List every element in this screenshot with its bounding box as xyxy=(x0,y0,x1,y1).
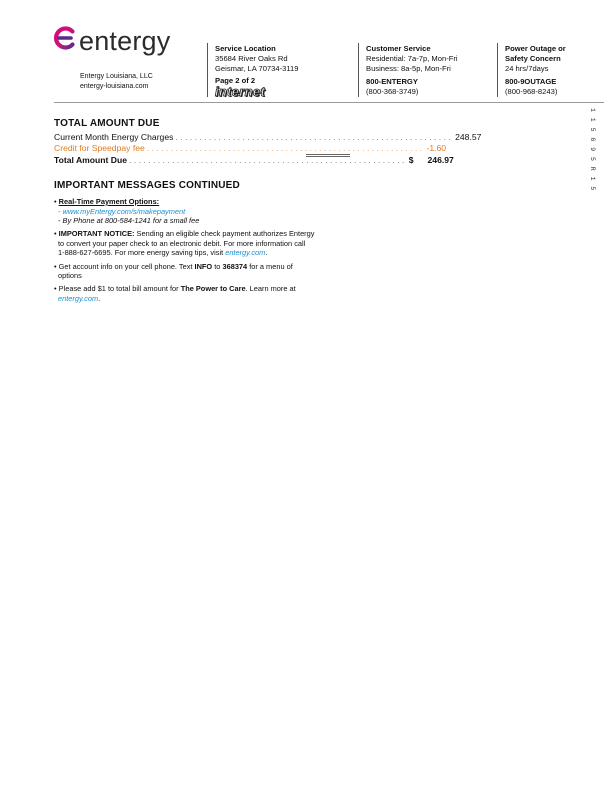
message-item: • Real-Time Payment Options: - www.myEntergy.com/s/makepayment - By Phone at 800-584-1241 for a small fee xyxy=(54,197,200,226)
sum-rule xyxy=(306,156,350,157)
outage-hours: 24 hrs/7days xyxy=(505,64,549,73)
message-item: • IMPORTANT NOTICE: Sending an eligible check payment authorizes Entergy to convert your paper check to an electronic debit. For more information call 1-888-627-6695. For more energy saving tips, visit entergy.com. xyxy=(54,229,315,258)
message-item: • Get account info on your cell phone. Text INFO to 368374 for a menu of options xyxy=(54,261,293,281)
header-rule xyxy=(54,102,604,103)
outage-title-line1: Power Outage or xyxy=(505,44,566,53)
leader-dots: .......................................................... xyxy=(146,143,425,153)
entergy-link[interactable]: entergy.com xyxy=(58,293,99,303)
message-text: options xyxy=(58,271,82,281)
leader-dots: .......................................................... xyxy=(129,155,407,165)
text-shortcode: 368374 xyxy=(222,261,248,271)
total-due-label: Total Amount Due xyxy=(54,155,128,165)
header-divider xyxy=(358,43,359,97)
total-due-amount: 246.97 xyxy=(427,155,454,165)
message-text: for a menu of xyxy=(249,261,293,271)
currency-symbol: $ xyxy=(408,155,414,165)
customer-service-phone-word: 800-ENTERGY xyxy=(366,77,418,86)
service-location-title: Service Location xyxy=(215,44,276,53)
outage-title-line2: Safety Concern xyxy=(505,54,561,63)
side-code: 1 1 5 6 9 5 R 1 5 xyxy=(589,108,596,192)
outage-block xyxy=(505,44,566,97)
charges-table xyxy=(54,132,482,166)
make-payment-link[interactable]: - www.myEntergy.com/s/makepayment xyxy=(58,206,186,216)
outage-phone-number: (800-968-8243) xyxy=(505,87,558,96)
charge-label: Current Month Energy Charges xyxy=(54,132,174,142)
page-number: Page 2 of 2 xyxy=(215,76,256,85)
charge-row xyxy=(54,132,482,143)
company-logo xyxy=(52,24,172,54)
company-site: entergy-louisiana.com xyxy=(80,83,149,90)
message-text: to xyxy=(214,261,221,271)
program-name: The Power to Care xyxy=(180,284,246,294)
customer-service-title: Customer Service xyxy=(366,44,431,53)
service-location-block xyxy=(215,44,298,97)
message-heading: IMPORTANT NOTICE: xyxy=(58,229,135,239)
service-address-line2: Geismar, LA 70734-3119 xyxy=(215,64,299,73)
customer-service-hours-bus: Business: 8a-5p, Mon-Fri xyxy=(366,64,451,73)
text-keyword: INFO xyxy=(194,261,213,271)
messages-list xyxy=(54,197,354,307)
phone-payment-text: - By Phone at 800-584-1241 for a small fee xyxy=(58,216,200,226)
header-divider xyxy=(207,43,208,97)
outage-phone-word: 800-9OUTAGE xyxy=(505,77,557,86)
total-amount-title: TOTAL AMOUNT DUE xyxy=(54,118,160,129)
charge-amount: -1.60 xyxy=(426,143,447,153)
messages-title: IMPORTANT MESSAGES CONTINUED xyxy=(54,180,240,191)
message-text: Sending an eligible check payment authorizes Entergy xyxy=(136,229,315,239)
message-text: Get account info on your cell phone. Text xyxy=(58,261,193,271)
company-wordmark: entergy xyxy=(79,26,171,56)
customer-service-phone-number: (800-368-3749) xyxy=(366,87,419,96)
message-text: . Learn more at xyxy=(245,284,296,294)
service-address-line1: 35684 River Oaks Rd xyxy=(215,54,288,63)
sum-rule xyxy=(306,154,350,155)
entergy-link[interactable]: entergy.com xyxy=(225,248,266,258)
company-entity: Entergy Louisiana, LLC xyxy=(80,73,153,80)
message-heading: Real-Time Payment Options: xyxy=(58,197,160,206)
internet-badge: internet xyxy=(215,84,266,99)
charge-amount: 248.57 xyxy=(455,132,482,142)
message-item: • Please add $1 to total bill amount for The Power to Care. Learn more at entergy.com. xyxy=(54,284,296,303)
message-text: Please add $1 to total bill amount for xyxy=(58,284,179,294)
charge-row xyxy=(54,143,447,154)
customer-service-block xyxy=(366,44,458,97)
customer-service-hours-res: Residential: 7a-7p, Mon-Fri xyxy=(366,54,458,63)
header-divider xyxy=(497,43,498,97)
charge-label: Credit for Speedpay fee xyxy=(54,143,145,153)
entergy-logo-icon xyxy=(52,24,76,52)
message-text: 1-888-627-6695. For more energy saving tips, visit xyxy=(58,248,224,258)
message-text: to convert your paper check to an electronic debit. For more information call xyxy=(58,238,306,248)
leader-dots: .......................................................... xyxy=(175,132,454,142)
